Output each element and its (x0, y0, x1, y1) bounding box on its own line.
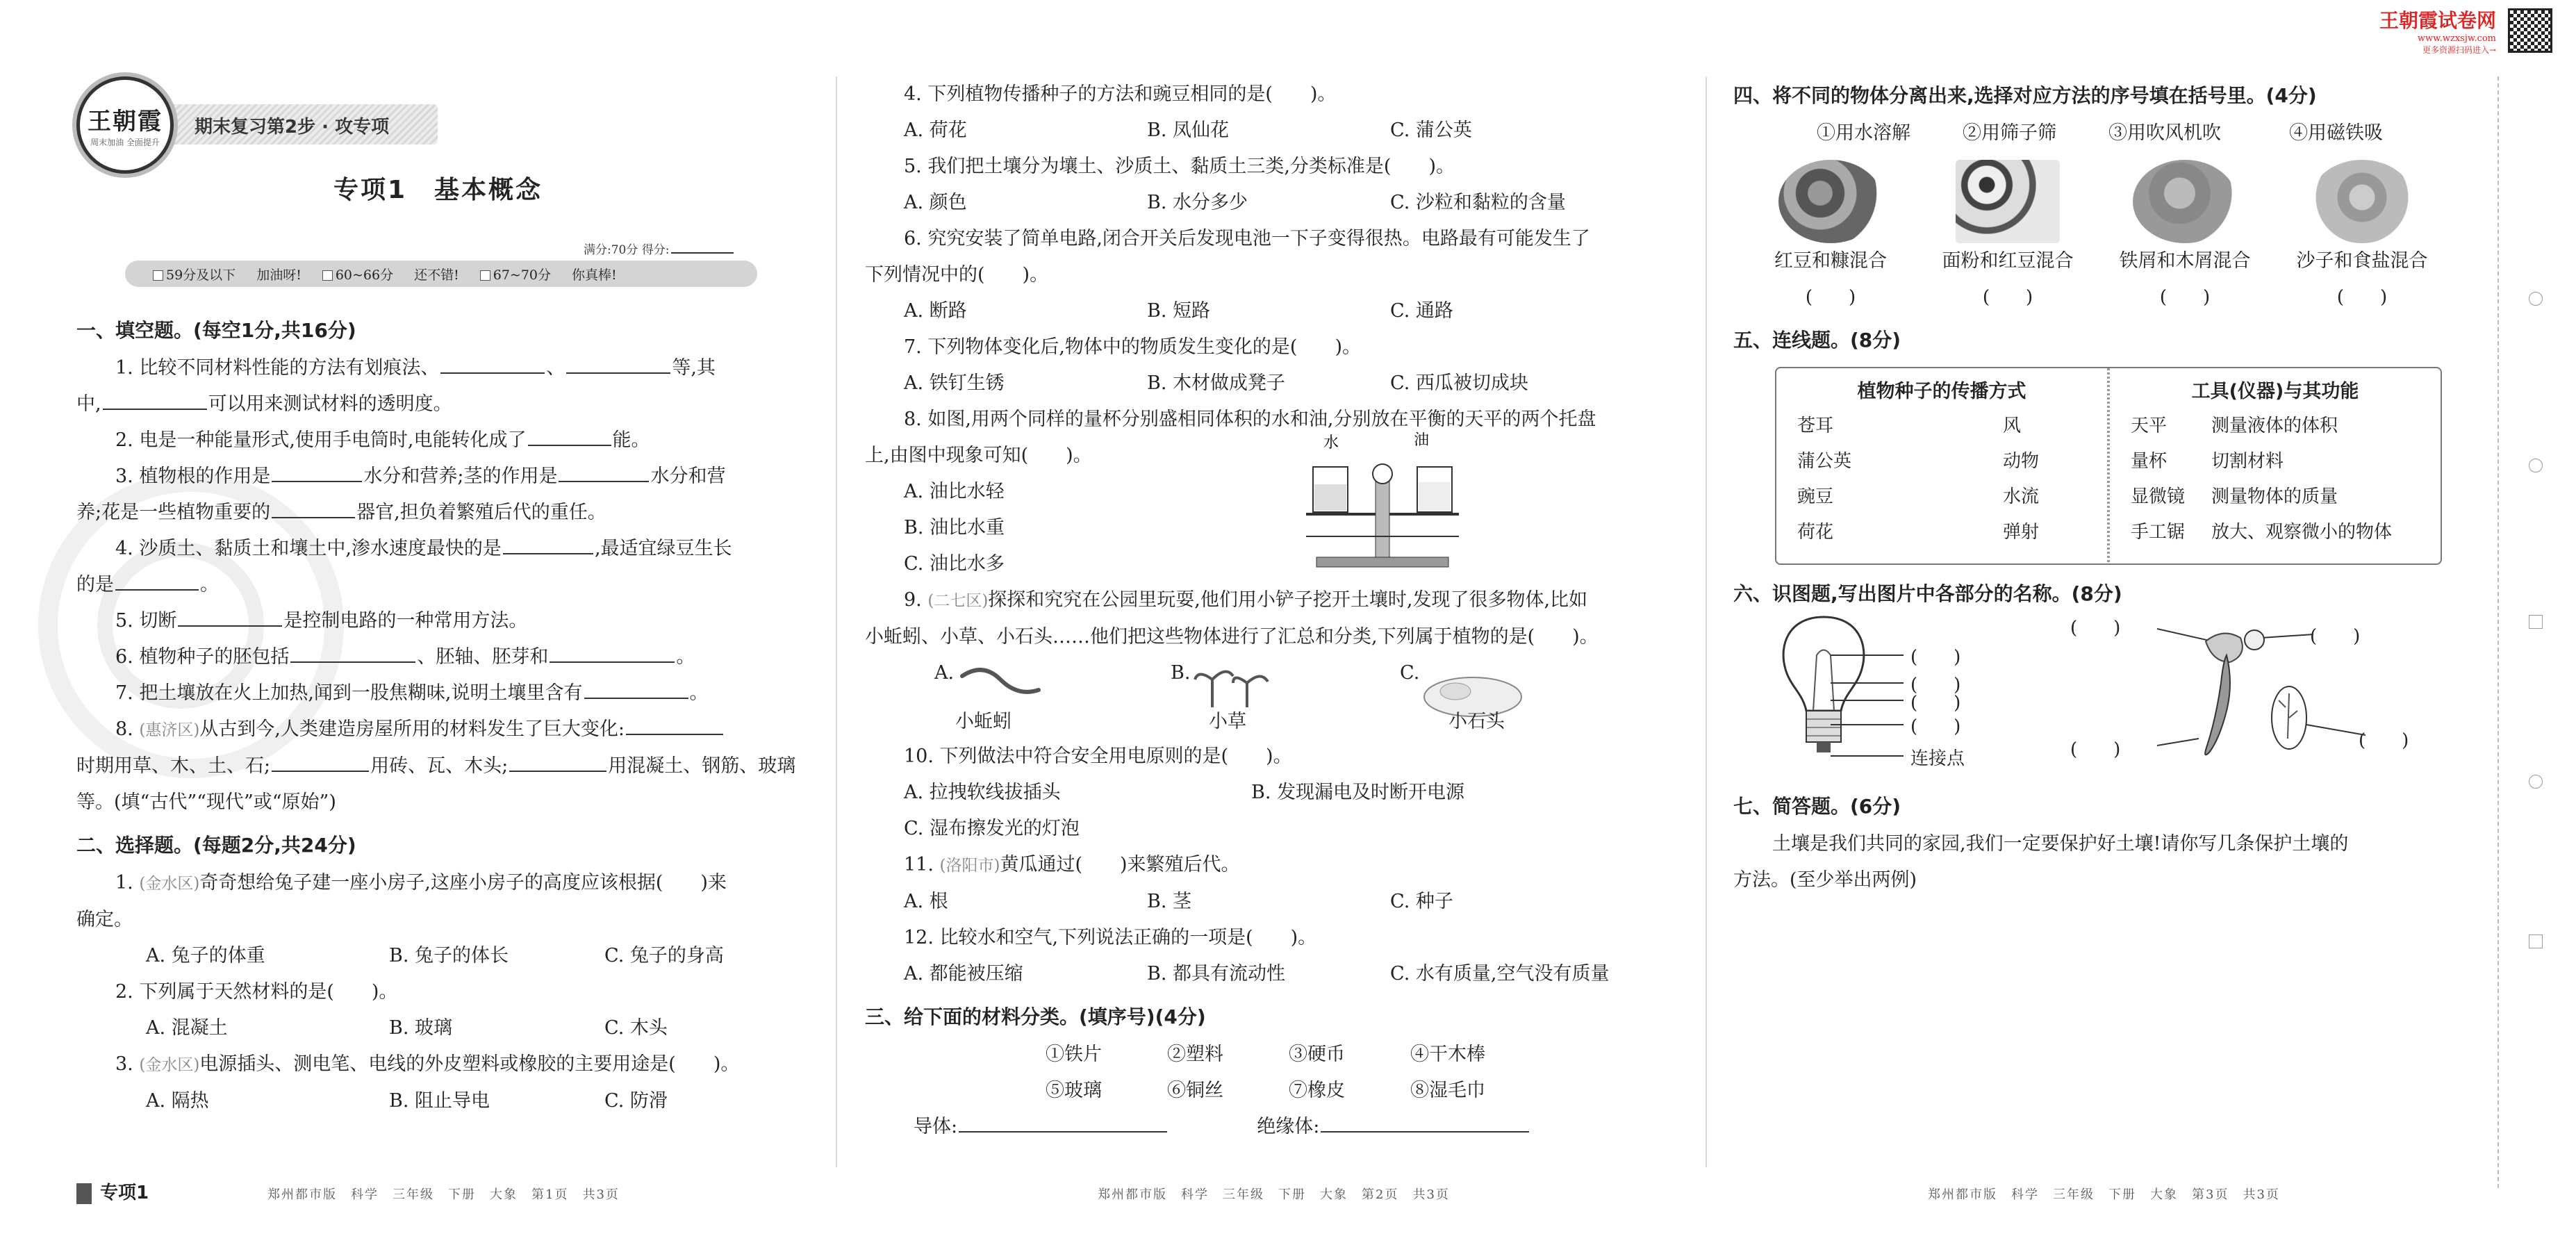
column-3 (1733, 76, 2463, 1243)
choice-6: 6. 究究安装了简单电路,闭合开关后发现电池一下子变得很热。电路最有可能发生了 (904, 228, 1590, 249)
footer-page-3: 郑州都市版 科学 三年级 下册 大象 第3页 共3页 (1928, 1187, 2280, 1202)
section-choice: 二、选择题。(每题2分,共24分) (76, 834, 356, 857)
matching-head: 工具(仪器)与其功能 (2191, 381, 2359, 402)
choice-9-cont: 小蚯蚓、小草、小石头……他们把这些物体进行了汇总和分类,下列属于植物的是( )。 (865, 626, 1599, 648)
plant-answer-3[interactable]: ( ) (2310, 626, 2361, 647)
option-c[interactable]: C. 木头 (604, 1017, 668, 1039)
answer-paren[interactable]: ( ) (1982, 287, 2033, 308)
bulb-answer-2[interactable]: ( ) (1910, 675, 1961, 695)
brand-url[interactable]: www.wzxsjw.com (2417, 33, 2497, 44)
choice-1: 1. (金水区)奇奇想给兔子建一座小房子,这座小房子的高度应该根据( )来 (115, 872, 727, 894)
choice-1-cont: 确定。 (76, 909, 133, 930)
material-5: ⑤玻璃 (1046, 1080, 1102, 1101)
grade-1[interactable]: 59分及以下 (153, 265, 236, 283)
choice-2-options (76, 1010, 813, 1046)
question-5: 5. 切断 是控制电路的一种常用方法。 (76, 603, 813, 639)
bulb-answer-1[interactable]: ( ) (1910, 647, 1961, 668)
choice-3-options (76, 1083, 813, 1119)
plant-answer-1[interactable]: ( ) (2070, 618, 2121, 639)
match-row[interactable]: 手工锯 放大、观察微小的物体 (2131, 522, 2393, 543)
header-step: 期末复习第2步 · 攻专项 (195, 117, 390, 138)
option-b[interactable]: B. 发现漏电及时断开电源 (1251, 782, 1465, 803)
choice-10-options (865, 775, 1685, 811)
option-a[interactable]: A. 隔热 (146, 1090, 209, 1112)
choice-7-options (865, 365, 1685, 402)
grade-3[interactable]: 67~70分 (480, 265, 551, 283)
choice-5-options (865, 185, 1685, 221)
matching-table (1775, 367, 2442, 565)
option-c[interactable]: C. 湿布擦发光的灯泡 (904, 818, 1080, 839)
choice-8: 8. 如图,用两个同样的量杯分别盛相同体积的水和油,分别放在平衡的天平的两个托盘 (904, 409, 1596, 430)
question-8: 8. (惠济区)从古到今,人类建造房屋所用的材料发生了巨大变化: (76, 711, 813, 748)
column-divider (836, 76, 837, 1167)
balance-scale-image (1303, 432, 1462, 582)
score-row (584, 240, 735, 257)
footer-page-1: 郑州都市版 科学 三年级 下册 大象 第1页 共3页 (267, 1187, 620, 1202)
question-8-hint: 等。(填“古代”“现代”或“原始”) (76, 791, 336, 813)
section-identify: 六、识图题,写出图片中各部分的名称。(8分) (1733, 582, 2122, 605)
method-4: ④用磁铁吸 (2289, 122, 2383, 144)
option-c[interactable]: C. 种子 (1390, 891, 1453, 912)
answer-paren[interactable]: ( ) (2336, 287, 2388, 308)
option-c[interactable]: C. 西瓜被切成块 (1390, 372, 1528, 394)
qr-code-icon (2508, 8, 2552, 53)
question-8-cont: 时期用草、木、土、石; 用砖、瓦、木头; 用混凝土、钢筋、玻璃 (76, 748, 813, 784)
material-2: ②塑料 (1167, 1044, 1223, 1065)
option-b[interactable]: B. 水分多少 (1147, 192, 1248, 213)
choice-4-options (865, 113, 1685, 149)
match-row[interactable]: 蒲公英 动物 (1797, 451, 2040, 472)
grade-2[interactable]: 60~66分 (322, 265, 393, 283)
option-b[interactable]: B. 茎 (1147, 891, 1192, 912)
mixture-4 (2286, 160, 2438, 315)
bulb-leader-lines (1824, 614, 1914, 766)
option-c[interactable]: C. 通路 (1390, 300, 1453, 322)
mixture-2 (1931, 160, 2084, 315)
mixture-images (1733, 160, 2463, 315)
choice-5: 5. 我们把土壤分为壤土、沙质土、黏质土三类,分类标准是( )。 (904, 156, 1455, 177)
option-b[interactable]: B. 阻止导电 (389, 1090, 490, 1112)
conductor-label: 导体: (914, 1116, 958, 1137)
full-score: 满分:70分 (584, 243, 638, 257)
question-1-cont: 中, 可以用来测试材料的透明度。 (76, 386, 813, 422)
choice-11: 11. (洛阳市)黄瓜通过( )来繁殖后代。 (904, 854, 1240, 875)
section-matching: 五、连线题。(8分) (1733, 329, 1901, 352)
method-3: ③用吹风机吹 (2108, 122, 2221, 144)
option-c[interactable]: C. 蒲公英 (1390, 120, 1472, 141)
choice-12: 12. 比较水和空气,下列说法正确的一项是( )。 (904, 927, 1317, 948)
materials-row-2 (865, 1073, 1685, 1109)
brand-block (2379, 6, 2496, 56)
section-classify: 三、给下面的材料分类。(填序号)(4分) (865, 1005, 1206, 1028)
short-answer-question: 土壤是我们共同的家园,我们一定要保护好土壤!请你写几条保护土壤的 (1772, 833, 2349, 855)
match-row[interactable]: 量杯 切割材料 (2131, 451, 2284, 472)
mixture-3 (2108, 160, 2261, 315)
material-3: ③硬币 (1289, 1044, 1345, 1065)
question-3: 3. 植物根的作用是 水分和营养;茎的作用是 水分和营 (76, 459, 813, 495)
option-b[interactable]: B. 凤仙花 (1147, 120, 1230, 141)
grade-3-msg: 你真棒! (572, 267, 617, 283)
question-7: 7. 把土壤放在火上加热,闻到一股焦糊味,说明土壤里含有 。 (76, 675, 813, 711)
bulb-connect-label: 连接点 (1910, 748, 1965, 769)
mixture-image (1956, 160, 2060, 243)
choice-6-cont: 下列情况中的( )。 (865, 264, 1049, 286)
choice-9-images (865, 655, 1685, 739)
footer-tag: 专项1 (76, 1178, 149, 1204)
conductor-answer[interactable] (959, 1110, 1167, 1133)
mixture-1 (1754, 160, 1907, 315)
material-8: ⑧湿毛巾 (1410, 1080, 1485, 1101)
logo-text: 王朝霞 (88, 108, 163, 135)
option-c[interactable]: C. 防滑 (604, 1090, 668, 1112)
option-a[interactable]: A. 断路 (904, 300, 967, 322)
matching-tools (2110, 368, 2441, 563)
bulb-answer-3[interactable]: ( ) (1910, 693, 1961, 714)
question-6: 6. 植物种子的胚包括 、胚轴、胚芽和 。 (76, 639, 813, 675)
question-4-cont: 的是 。 (76, 567, 813, 603)
earthworm-icon (959, 662, 1042, 704)
binding-mark-icon (2529, 935, 2543, 948)
column-divider (1706, 76, 1707, 1167)
choice-1-options (76, 938, 813, 974)
option-b[interactable]: B. 油比水重 (904, 517, 1005, 538)
page-title: 专项1 基本概念 (333, 176, 543, 204)
option-b[interactable]: B. (1171, 662, 1191, 684)
option-b[interactable]: B. 玻璃 (389, 1017, 453, 1039)
classify-answers (865, 1109, 1685, 1145)
match-row[interactable]: 荷花 弹射 (1797, 522, 2040, 543)
insulator-label: 绝缘体: (1257, 1116, 1320, 1137)
option-c[interactable]: C. 兔子的身高 (604, 945, 724, 966)
answer-paren[interactable]: ( ) (2159, 287, 2211, 308)
option-a[interactable]: A. 油比水轻 (904, 481, 1005, 502)
identify-diagrams (1733, 614, 2463, 773)
choice-3: 3. (金水区)电源插头、测电笔、电线的外皮塑料或橡胶的主要用途是( )。 (115, 1053, 740, 1075)
option-b[interactable]: B. 兔子的体长 (389, 945, 509, 966)
option-a[interactable]: A. 混凝土 (146, 1017, 228, 1039)
option-a[interactable]: A. 铁钉生锈 (904, 372, 1005, 394)
section-short-answer: 七、简答题。(6分) (1733, 795, 1901, 818)
choice-12-options (865, 956, 1685, 992)
oil-label: 油 (1414, 432, 1430, 449)
match-row[interactable]: 显微镜 测量物体的质量 (2131, 486, 2338, 507)
grade-bar (125, 261, 757, 287)
question-2: 2. 电是一种能量形式,使用手电筒时,电能转化成了 能。 (76, 422, 813, 459)
choice-2: 2. 下列属于天然材料的是( )。 (115, 981, 398, 1003)
material-4: ④干木棒 (1410, 1044, 1485, 1065)
option-b[interactable]: B. 短路 (1147, 300, 1211, 322)
mixture-image (2133, 160, 2237, 243)
match-row[interactable]: 苍耳 风 (1797, 415, 2022, 436)
mixture-label: 沙子和食盐混合 (2296, 250, 2428, 272)
option-b[interactable]: B. 都具有流动性 (1147, 963, 1286, 985)
binding-hole-icon (2529, 292, 2543, 306)
option-c[interactable]: C. 水有质量,空气没有质量 (1390, 963, 1610, 985)
option-b[interactable]: B. 木材做成凳子 (1147, 372, 1286, 394)
option-a[interactable]: A. 兔子的体重 (146, 945, 265, 966)
choice-11-options (865, 884, 1685, 920)
footer-page-2: 郑州都市版 科学 三年级 下册 大象 第2页 共3页 (1098, 1187, 1450, 1202)
option-a[interactable]: A. 拉拽软线拔插头 (904, 782, 1061, 803)
bulb-answer-4[interactable]: ( ) (1910, 716, 1961, 737)
material-6: ⑥铜丝 (1167, 1080, 1223, 1101)
match-row[interactable]: 豌豆 水流 (1797, 486, 2040, 507)
matching-head: 植物种子的传播方式 (1857, 381, 2026, 402)
method-1: ①用水溶解 (1817, 122, 1910, 144)
option-c[interactable]: C. 油比水多 (904, 553, 1005, 575)
choice-9: 9. (二七区)探探和究究在公园里玩耍,他们用小铲子挖开土壤时,发现了很多物体,比如 (904, 589, 1588, 611)
mixture-label: 红豆和糠混合 (1774, 250, 1887, 272)
column-1 (76, 306, 813, 1243)
question-4: 4. 沙质土、黏质土和壤土中,渗水速度最快的是 ,最适宜绿豆生长 (76, 531, 813, 567)
binding-hole-icon (2529, 775, 2543, 789)
choice-6-options (865, 293, 1685, 329)
option-c[interactable]: C. 沙粒和黏粒的含量 (1390, 192, 1566, 213)
method-list (1733, 115, 2463, 151)
choice-7: 7. 下列物体变化后,物体中的物质发生变化的是( )。 (904, 336, 1361, 358)
mixture-label: 铁屑和木屑混合 (2119, 250, 2251, 272)
option-a[interactable]: A. (934, 662, 955, 684)
answer-paren[interactable]: ( ) (1805, 287, 1856, 308)
short-answer-question-cont: 方法。(至少举出两例) (1733, 869, 1917, 891)
cucumber-plant-image (2157, 614, 2366, 766)
option-a[interactable]: A. 颜色 (904, 192, 967, 213)
choice-10: 10. 下列做法中符合安全用电原则的是( )。 (904, 746, 1292, 767)
question-3-cont: 养;花是一些植物重要的 器官,担负着繁殖后代的重任。 (76, 495, 813, 531)
cut-line (2497, 76, 2499, 1188)
logo (76, 76, 174, 174)
binding-mark-icon (2529, 615, 2543, 629)
water-label: 水 (1323, 434, 1339, 452)
mixture-image (1778, 160, 1883, 243)
materials-row-1 (865, 1037, 1685, 1073)
section-separate: 四、将不同的物体分离出来,选择对应方法的序号填在括号里。(4分) (1733, 84, 2317, 107)
option-a-label: 小蚯蚓 (955, 711, 1012, 732)
option-c[interactable]: C. (1400, 662, 1420, 684)
choice-8-cont: 上,由图中现象可知( )。 (865, 445, 1092, 466)
option-a[interactable]: A. 根 (904, 891, 948, 912)
brand-tip: 更多资源扫码进入→ (2422, 45, 2497, 55)
match-row[interactable]: 天平 测量液体的体积 (2131, 415, 2338, 436)
option-b-label: 小草 (1209, 711, 1246, 732)
plant-answer-4[interactable]: ( ) (2359, 730, 2409, 751)
material-1: ①铁片 (1046, 1044, 1102, 1065)
option-a[interactable]: A. 都能被压缩 (904, 963, 1023, 985)
method-2: ②用筛子筛 (1963, 122, 2056, 144)
mixture-label: 面粉和红豆混合 (1942, 250, 2074, 272)
insulator-answer[interactable] (1321, 1110, 1529, 1133)
material-7: ⑦橡皮 (1289, 1080, 1345, 1101)
grade-2-msg: 还不错! (414, 267, 459, 283)
binding-hole-icon (2529, 459, 2543, 472)
question-1: 1. 比较不同材料性能的方法有划痕法、 、 等,其 (76, 350, 813, 386)
column-2 (865, 76, 1685, 1243)
grade-1-msg: 加油呀! (256, 267, 302, 283)
mixture-image (2310, 160, 2414, 243)
brand-name: 王朝霞试卷网 (2379, 9, 2497, 32)
section-fill-blank: 一、填空题。(每空1分,共16分) (76, 319, 356, 342)
matching-seed-dispersal (1776, 368, 2107, 563)
option-a[interactable]: A. 荷花 (904, 120, 967, 141)
logo-subtext: 周末加油 全面提升 (90, 138, 160, 147)
plant-answer-2[interactable]: ( ) (2070, 739, 2121, 760)
option-c-label: 小石头 (1448, 711, 1505, 732)
choice-4: 4. 下列植物传播种子的方法和豌豆相同的是( )。 (904, 83, 1337, 105)
score-got-label: 得分: (641, 243, 670, 257)
